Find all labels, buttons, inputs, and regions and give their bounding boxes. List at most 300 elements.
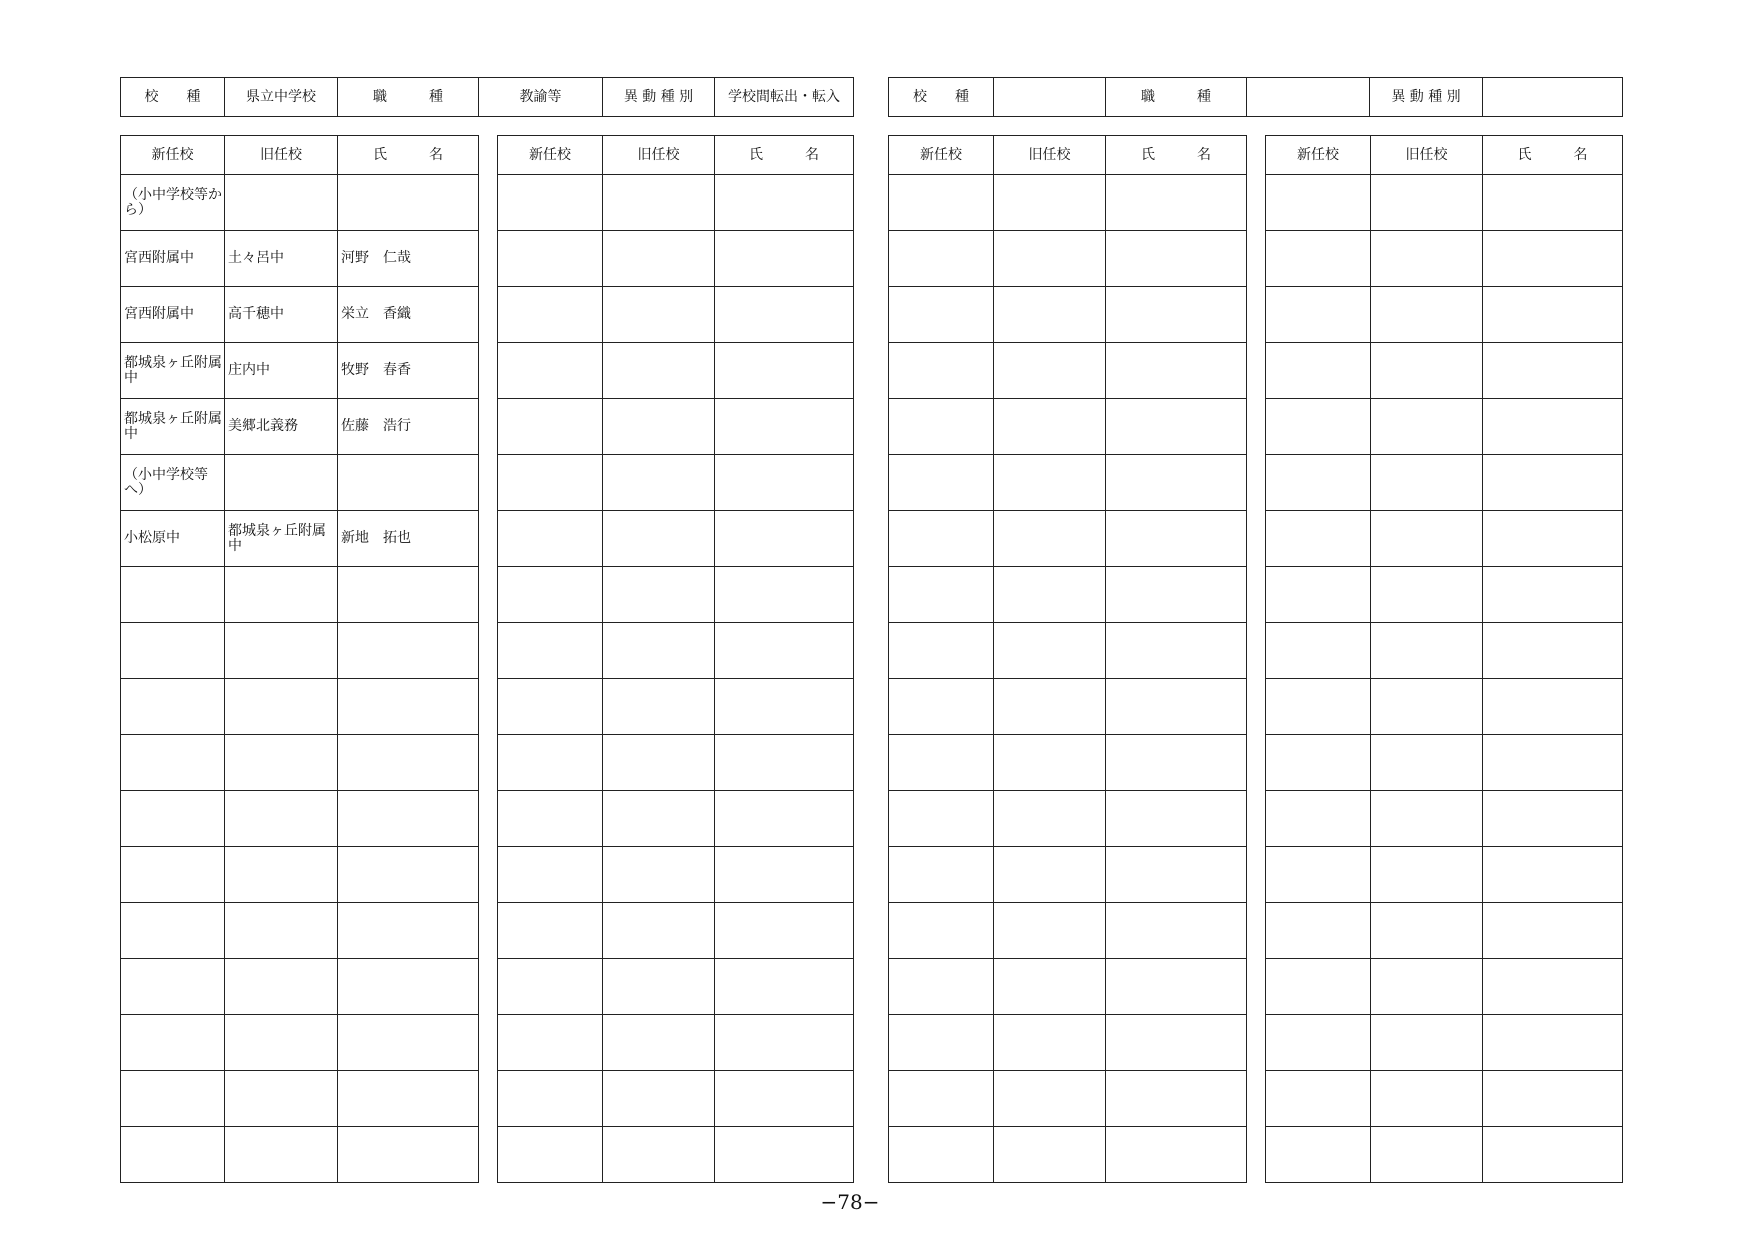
cell-new-school <box>498 735 603 791</box>
cell-old-school <box>1371 1015 1483 1071</box>
cell-old-school <box>994 455 1106 511</box>
cell-old-school <box>1371 1071 1483 1127</box>
cell-new-school: 宮西附属中 <box>121 231 225 287</box>
cell-name <box>1483 679 1623 735</box>
table-row <box>498 1127 854 1183</box>
table-row <box>1266 959 1623 1015</box>
table-row <box>1266 1015 1623 1071</box>
cell-name <box>715 399 854 455</box>
cell-old-school <box>1371 903 1483 959</box>
col-new-school: 新任校 <box>889 136 994 175</box>
table-row <box>498 959 854 1015</box>
table-row <box>1266 287 1623 343</box>
col-name: 氏 名 <box>338 136 479 175</box>
cell-old-school <box>603 287 715 343</box>
table-row <box>498 1071 854 1127</box>
cell-name <box>715 679 854 735</box>
cell-new-school <box>498 511 603 567</box>
cell-new-school <box>1266 175 1371 231</box>
cell-old-school <box>994 1127 1106 1183</box>
cell-name <box>715 567 854 623</box>
cell-old-school <box>225 567 338 623</box>
cell-new-school <box>889 455 994 511</box>
col-old-school: 旧任校 <box>994 136 1106 175</box>
table-row <box>889 1127 1247 1183</box>
cell-name <box>715 1127 854 1183</box>
cell-new-school: 都城泉ヶ丘附属中 <box>121 399 225 455</box>
cell-new-school <box>498 399 603 455</box>
transfer-table-3 <box>888 135 1247 1183</box>
cell-name <box>715 959 854 1015</box>
cell-new-school <box>498 287 603 343</box>
cell-old-school <box>603 1071 715 1127</box>
table-row <box>498 791 854 847</box>
cell-old-school <box>1371 455 1483 511</box>
table-row <box>1266 623 1623 679</box>
cell-name <box>715 287 854 343</box>
cell-old-school <box>603 903 715 959</box>
cell-old-school <box>603 231 715 287</box>
cell-new-school <box>889 231 994 287</box>
cell-name: 牧野 春香 <box>338 343 479 399</box>
cell-name <box>338 847 479 903</box>
cell-name <box>1106 847 1247 903</box>
table-row <box>121 511 479 567</box>
cell-new-school <box>1266 511 1371 567</box>
school-type-value <box>994 78 1106 117</box>
cell-name <box>1106 567 1247 623</box>
cell-old-school <box>225 791 338 847</box>
cell-old-school <box>994 847 1106 903</box>
table-row <box>889 847 1247 903</box>
cell-name <box>1483 1071 1623 1127</box>
cell-name <box>715 175 854 231</box>
cell-new-school <box>889 959 994 1015</box>
cell-new-school <box>121 1015 225 1071</box>
cell-old-school: 美郷北義務 <box>225 399 338 455</box>
cell-new-school <box>121 1127 225 1183</box>
cell-old-school <box>603 847 715 903</box>
table-row <box>889 623 1247 679</box>
cell-old-school <box>603 343 715 399</box>
page-number: −78− <box>820 1190 880 1214</box>
cell-old-school <box>225 623 338 679</box>
cell-new-school <box>121 623 225 679</box>
cell-name <box>715 847 854 903</box>
table-row <box>121 847 479 903</box>
cell-name <box>1106 455 1247 511</box>
cell-name <box>1483 791 1623 847</box>
cell-old-school <box>994 735 1106 791</box>
cell-name <box>1106 1015 1247 1071</box>
cell-new-school <box>889 1127 994 1183</box>
header-table-left <box>120 77 854 117</box>
cell-name <box>1483 455 1623 511</box>
cell-name <box>338 959 479 1015</box>
cell-new-school <box>889 735 994 791</box>
cell-new-school <box>1266 287 1371 343</box>
table-row <box>498 231 854 287</box>
table-row <box>1266 791 1623 847</box>
cell-name <box>1483 1127 1623 1183</box>
cell-name <box>1483 1015 1623 1071</box>
cell-name <box>338 903 479 959</box>
cell-old-school <box>1371 847 1483 903</box>
cell-new-school <box>121 959 225 1015</box>
cell-new-school <box>498 959 603 1015</box>
cell-new-school <box>889 399 994 455</box>
cell-new-school <box>1266 1015 1371 1071</box>
cell-name <box>338 735 479 791</box>
cell-new-school: 小松原中 <box>121 511 225 567</box>
cell-new-school <box>889 1015 994 1071</box>
cell-name <box>338 1015 479 1071</box>
table-row <box>1266 847 1623 903</box>
cell-name <box>1483 175 1623 231</box>
table-row <box>121 735 479 791</box>
cell-new-school <box>1266 903 1371 959</box>
table-row <box>1266 1071 1623 1127</box>
cell-new-school: 宮西附属中 <box>121 287 225 343</box>
cell-old-school <box>1371 343 1483 399</box>
cell-old-school <box>994 175 1106 231</box>
cell-new-school <box>498 1015 603 1071</box>
table-row <box>121 567 479 623</box>
table-row <box>1266 231 1623 287</box>
cell-old-school <box>1371 623 1483 679</box>
cell-name <box>1483 511 1623 567</box>
position-value: 教諭等 <box>479 78 603 117</box>
cell-old-school <box>994 287 1106 343</box>
cell-name <box>1483 847 1623 903</box>
table-row <box>121 1015 479 1071</box>
cell-new-school <box>498 1071 603 1127</box>
col-old-school: 旧任校 <box>1371 136 1483 175</box>
cell-name <box>715 343 854 399</box>
cell-old-school: 高千穂中 <box>225 287 338 343</box>
position-label: 職 種 <box>1106 78 1247 117</box>
cell-name <box>338 679 479 735</box>
table-row <box>889 1071 1247 1127</box>
cell-new-school <box>889 623 994 679</box>
cell-old-school <box>994 1071 1106 1127</box>
table-row <box>498 1015 854 1071</box>
cell-new-school: （小中学校等から） <box>121 175 225 231</box>
cell-old-school <box>603 623 715 679</box>
cell-new-school <box>121 903 225 959</box>
cell-name <box>1483 399 1623 455</box>
transfer-type-value: 学校間転出・転入 <box>715 78 854 117</box>
table-row <box>498 399 854 455</box>
cell-old-school <box>225 903 338 959</box>
table-row <box>498 455 854 511</box>
table-row <box>498 623 854 679</box>
cell-new-school <box>889 175 994 231</box>
cell-name <box>715 231 854 287</box>
position-label: 職 種 <box>338 78 479 117</box>
cell-old-school <box>225 1071 338 1127</box>
table-row <box>889 287 1247 343</box>
cell-old-school <box>603 791 715 847</box>
table-row <box>889 735 1247 791</box>
table-row <box>121 679 479 735</box>
cell-old-school <box>603 175 715 231</box>
cell-name <box>1106 231 1247 287</box>
cell-old-school <box>1371 287 1483 343</box>
cell-old-school <box>225 847 338 903</box>
cell-new-school <box>889 1071 994 1127</box>
table-row <box>121 175 479 231</box>
table-row <box>889 679 1247 735</box>
cell-old-school <box>603 567 715 623</box>
cell-name <box>715 791 854 847</box>
table-row <box>889 903 1247 959</box>
cell-new-school <box>1266 1127 1371 1183</box>
cell-new-school <box>121 735 225 791</box>
cell-name <box>338 1127 479 1183</box>
school-type-value: 県立中学校 <box>225 78 338 117</box>
table-row <box>889 455 1247 511</box>
cell-name <box>715 735 854 791</box>
cell-old-school <box>1371 567 1483 623</box>
cell-old-school <box>603 455 715 511</box>
cell-old-school <box>994 399 1106 455</box>
table-row <box>498 903 854 959</box>
school-type-label: 校 種 <box>889 78 994 117</box>
cell-name <box>715 511 854 567</box>
cell-old-school <box>603 679 715 735</box>
cell-old-school <box>225 679 338 735</box>
cell-new-school <box>498 175 603 231</box>
cell-new-school <box>1266 1071 1371 1127</box>
cell-new-school <box>121 679 225 735</box>
cell-old-school <box>603 399 715 455</box>
cell-name: 新地 拓也 <box>338 511 479 567</box>
cell-name: 栄立 香織 <box>338 287 479 343</box>
cell-new-school <box>1266 791 1371 847</box>
table-row <box>121 287 479 343</box>
table-row <box>889 399 1247 455</box>
cell-name <box>338 455 479 511</box>
cell-name <box>338 175 479 231</box>
cell-old-school <box>225 1015 338 1071</box>
table-row <box>1266 343 1623 399</box>
table-row <box>498 287 854 343</box>
cell-new-school <box>889 679 994 735</box>
cell-old-school <box>1371 1127 1483 1183</box>
table-row <box>498 511 854 567</box>
cell-new-school <box>498 455 603 511</box>
cell-new-school <box>498 903 603 959</box>
table-row <box>121 1127 479 1183</box>
cell-old-school <box>225 735 338 791</box>
cell-name <box>1483 343 1623 399</box>
cell-name <box>1483 567 1623 623</box>
cell-old-school <box>994 511 1106 567</box>
cell-old-school <box>994 959 1106 1015</box>
cell-name <box>715 455 854 511</box>
table-row <box>1266 903 1623 959</box>
cell-new-school <box>1266 847 1371 903</box>
col-new-school: 新任校 <box>1266 136 1371 175</box>
cell-name <box>1106 735 1247 791</box>
cell-new-school <box>1266 735 1371 791</box>
cell-old-school <box>1371 959 1483 1015</box>
cell-old-school <box>994 903 1106 959</box>
cell-name <box>1106 1127 1247 1183</box>
cell-new-school <box>1266 455 1371 511</box>
cell-old-school <box>994 1015 1106 1071</box>
cell-new-school <box>1266 679 1371 735</box>
table-row <box>498 847 854 903</box>
table-row <box>1266 679 1623 735</box>
table-row <box>1266 567 1623 623</box>
cell-new-school: 都城泉ヶ丘附属中 <box>121 343 225 399</box>
cell-new-school <box>121 847 225 903</box>
cell-old-school <box>603 511 715 567</box>
table-row <box>498 735 854 791</box>
cell-new-school <box>889 343 994 399</box>
cell-name <box>1106 1071 1247 1127</box>
table-row <box>889 959 1247 1015</box>
cell-new-school <box>121 791 225 847</box>
table-row <box>1266 735 1623 791</box>
cell-new-school <box>498 231 603 287</box>
cell-new-school <box>889 847 994 903</box>
transfer-table-4 <box>1265 135 1623 1183</box>
table-row <box>889 511 1247 567</box>
cell-old-school: 土々呂中 <box>225 231 338 287</box>
table-row <box>498 343 854 399</box>
cell-new-school <box>498 1127 603 1183</box>
cell-old-school <box>1371 399 1483 455</box>
table-row <box>121 903 479 959</box>
table-row <box>121 343 479 399</box>
table-row <box>1266 511 1623 567</box>
col-new-school: 新任校 <box>121 136 225 175</box>
cell-new-school <box>121 567 225 623</box>
cell-old-school <box>994 343 1106 399</box>
cell-new-school <box>498 343 603 399</box>
table-row <box>889 791 1247 847</box>
cell-name: 佐藤 浩行 <box>338 399 479 455</box>
cell-old-school <box>994 567 1106 623</box>
header-table-right <box>888 77 1623 117</box>
cell-new-school <box>121 1071 225 1127</box>
cell-old-school <box>225 455 338 511</box>
cell-new-school <box>889 567 994 623</box>
cell-new-school <box>498 847 603 903</box>
cell-old-school <box>1371 735 1483 791</box>
cell-old-school <box>994 791 1106 847</box>
transfer-table-2 <box>497 135 854 1183</box>
table-row <box>889 231 1247 287</box>
cell-name <box>1483 903 1623 959</box>
cell-old-school <box>225 959 338 1015</box>
cell-old-school <box>603 735 715 791</box>
cell-name <box>338 791 479 847</box>
cell-new-school <box>1266 623 1371 679</box>
cell-name <box>1483 287 1623 343</box>
cell-name <box>1106 623 1247 679</box>
cell-name <box>1483 231 1623 287</box>
cell-old-school <box>225 175 338 231</box>
cell-old-school <box>1371 679 1483 735</box>
table-row <box>121 231 479 287</box>
cell-old-school <box>1371 511 1483 567</box>
cell-new-school <box>498 623 603 679</box>
col-name: 氏 名 <box>1483 136 1623 175</box>
cell-new-school <box>1266 567 1371 623</box>
table-row <box>121 1071 479 1127</box>
table-row <box>1266 175 1623 231</box>
cell-name <box>1483 623 1623 679</box>
table-row <box>1266 1127 1623 1183</box>
cell-old-school <box>994 623 1106 679</box>
transfer-type-label: 異 動 種 別 <box>603 78 715 117</box>
table-row <box>498 679 854 735</box>
cell-old-school <box>994 679 1106 735</box>
transfer-table-1 <box>120 135 479 1183</box>
table-row <box>498 567 854 623</box>
cell-name <box>715 1015 854 1071</box>
table-row <box>498 175 854 231</box>
table-row <box>121 959 479 1015</box>
cell-name <box>715 1071 854 1127</box>
col-name: 氏 名 <box>715 136 854 175</box>
cell-old-school <box>603 1127 715 1183</box>
cell-new-school <box>498 567 603 623</box>
transfer-type-label: 異 動 種 別 <box>1370 78 1483 117</box>
cell-new-school <box>889 791 994 847</box>
cell-new-school <box>889 511 994 567</box>
cell-name <box>1483 959 1623 1015</box>
cell-old-school: 都城泉ヶ丘附属中 <box>225 511 338 567</box>
table-row <box>1266 455 1623 511</box>
school-type-label: 校 種 <box>121 78 225 117</box>
cell-old-school <box>225 1127 338 1183</box>
cell-name <box>1106 791 1247 847</box>
cell-new-school: （小中学校等へ） <box>121 455 225 511</box>
cell-name <box>1106 679 1247 735</box>
col-old-school: 旧任校 <box>603 136 715 175</box>
table-row <box>889 1015 1247 1071</box>
cell-old-school <box>1371 791 1483 847</box>
cell-old-school <box>1371 175 1483 231</box>
cell-name: 河野 仁哉 <box>338 231 479 287</box>
cell-new-school <box>498 679 603 735</box>
table-row <box>1266 399 1623 455</box>
cell-old-school <box>1371 231 1483 287</box>
cell-new-school <box>498 791 603 847</box>
cell-name <box>338 1071 479 1127</box>
cell-old-school: 庄内中 <box>225 343 338 399</box>
position-value <box>1247 78 1370 117</box>
cell-name <box>1106 903 1247 959</box>
cell-name <box>338 567 479 623</box>
col-old-school: 旧任校 <box>225 136 338 175</box>
cell-name <box>338 623 479 679</box>
table-row <box>121 791 479 847</box>
cell-name <box>1106 287 1247 343</box>
table-row <box>121 399 479 455</box>
table-row <box>889 567 1247 623</box>
cell-old-school <box>603 1015 715 1071</box>
cell-new-school <box>1266 231 1371 287</box>
table-row <box>121 623 479 679</box>
cell-name <box>715 903 854 959</box>
transfer-type-value <box>1483 78 1623 117</box>
